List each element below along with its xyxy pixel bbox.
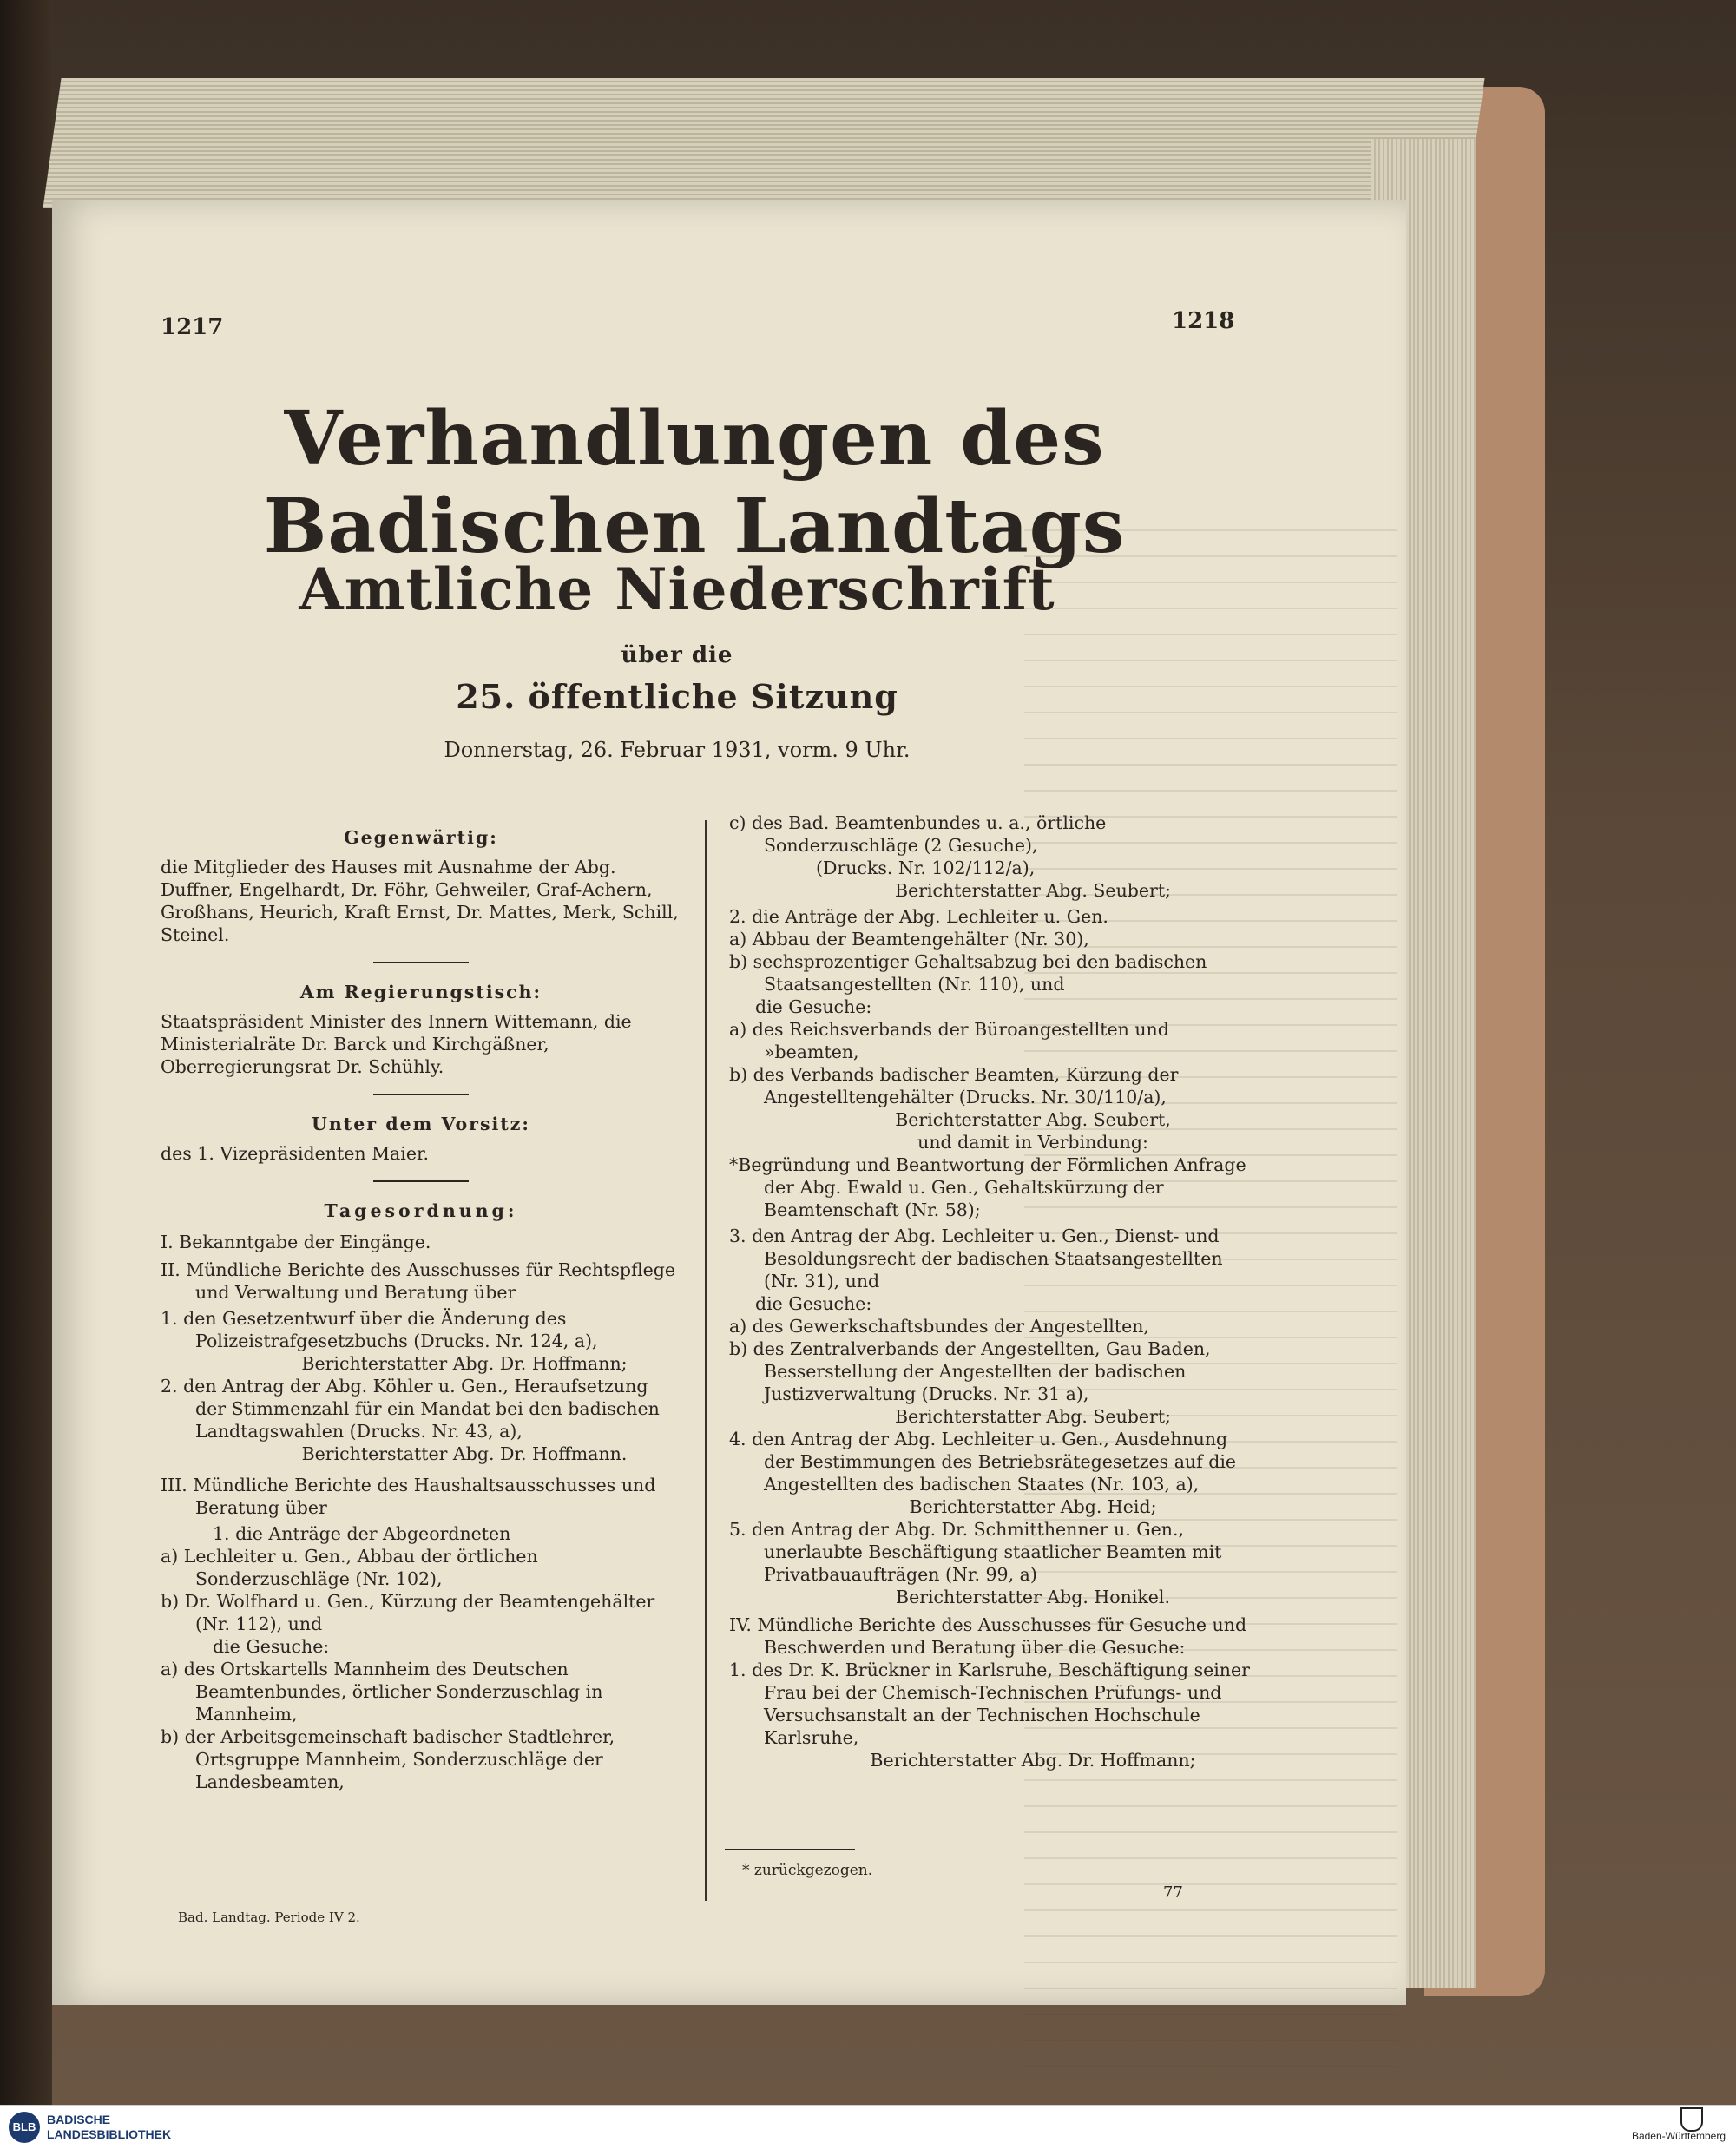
reporter-line: Berichterstatter Abg. Dr. Hoffmann; bbox=[301, 1353, 628, 1374]
column-separator bbox=[705, 820, 707, 1901]
chair-text: des 1. Vizepräsidenten Maier. bbox=[161, 1143, 430, 1164]
left-column bbox=[161, 826, 681, 1793]
agenda-item: 1. den Gesetzentwurf über die Änderung des Polizeistrafgesetzbuchs (Drucks. Nr. 124, a), bbox=[161, 1308, 598, 1351]
agenda-item: (Drucks. Nr. 102/112/a), bbox=[816, 858, 1036, 878]
viewer-footer bbox=[0, 2105, 1736, 2149]
printer-mark: Bad. Landtag. Periode IV 2. bbox=[178, 1909, 360, 1925]
page-number-left: 1217 bbox=[161, 314, 224, 340]
agenda-item: c) des Bad. Beamtenbundes u. a., örtliche Sonderzuschläge (2 Gesuche), bbox=[729, 812, 1107, 856]
agenda-item: 3. den Antrag der Abg. Lechleiter u. Gen., Dienst- und Besoldungsrecht der badischen Staatsangestellten (Nr. 31), und bbox=[729, 1226, 1223, 1291]
subtitle-connector: über die bbox=[621, 642, 733, 668]
agenda-item: *Begründung und Beantwortung der Förmlichen Anfrage der Abg. Ewald u. Gen., Gehaltskürzung der Beamtenschaft (Nr. 58); bbox=[729, 1154, 1246, 1220]
agenda-item: 2. die Anträge der Abg. Lechleiter u. Gen. bbox=[729, 906, 1108, 927]
agenda-item: a) des Gewerkschaftsbundes der Angestellten, bbox=[729, 1316, 1149, 1337]
session-date: Donnerstag, 26. Februar 1931, vorm. 9 Uhr. bbox=[444, 738, 911, 762]
agenda-item: b) der Arbeitsgemeinschaft badischer Stadtlehrer, Ortsgruppe Mannheim, Sonderzuschläge der Landesbeamten, bbox=[161, 1726, 615, 1792]
government-text: Staatspräsident Minister des Innern Wittemann, die Ministerialräte Dr. Barck und Kirchgäßner, Oberregierungsrat Dr. Schühly. bbox=[161, 1011, 632, 1077]
agenda-item: 1. des Dr. K. Brückner in Karlsruhe, Beschäftigung seiner Frau bei der Chemisch-Technischen Prüfungs- und Versuchsanstalt an der Technischen Hochschule Karlsruhe, bbox=[729, 1659, 1250, 1748]
library-name[interactable] bbox=[47, 2113, 171, 2142]
agenda-item: b) des Zentralverbands der Angestellten, Gau Baden, Besserstellung der Angestellten der badischen Justizverwaltung (Drucks. Nr. 31 a), bbox=[729, 1338, 1211, 1404]
page-title: Verhandlungen des Badischen Landtags bbox=[263, 395, 1126, 570]
agenda-item: a) Abbau der Beamtengehälter (Nr. 30), bbox=[729, 929, 1089, 950]
blb-logo-icon[interactable]: BLB bbox=[9, 2112, 40, 2143]
page-number-right: 1218 bbox=[1172, 308, 1235, 334]
library-name-line2: LANDESBIBLIOTHEK bbox=[47, 2127, 172, 2141]
agenda-item: b) sechsprozentiger Gehaltsabzug bei den badischen Staatsangestellten (Nr. 110), und bbox=[729, 951, 1207, 995]
agenda-item: a) des Ortskartells Mannheim des Deutschen Beamtenbundes, örtlicher Sonderzuschlag in Mannheim, bbox=[161, 1659, 603, 1725]
agenda-item: II. Mündliche Berichte des Ausschusses für Rechtspflege und Verwaltung und Beratung über bbox=[161, 1259, 676, 1303]
footnote: * zurückgezogen. bbox=[742, 1862, 873, 1879]
library-name-line1: BADISCHE bbox=[47, 2113, 111, 2126]
agenda-item: b) Dr. Wolfhard u. Gen., Kürzung der Beamtengehälter (Nr. 112), und bbox=[161, 1591, 655, 1634]
present-heading: Gegenwärtig: bbox=[344, 827, 498, 848]
agenda-item: a) des Reichsverbands der Büroangestellten und »beamten, bbox=[729, 1019, 1169, 1062]
agenda-item: 1. die Anträge der Abgeordneten bbox=[213, 1523, 511, 1544]
agenda-item: b) des Verbands badischer Beamten, Kürzung der Angestelltengehälter (Drucks. Nr. 30/110/a), bbox=[729, 1064, 1179, 1107]
footnote-rule bbox=[725, 1849, 855, 1850]
agenda-item: die Gesuche: bbox=[755, 1293, 872, 1314]
chair-heading: Unter dem Vorsitz: bbox=[312, 1114, 530, 1134]
reporter-line: Berichterstatter Abg. Seubert, bbox=[895, 1109, 1171, 1130]
reporter-line: Berichterstatter Abg. Dr. Hoffmann. bbox=[301, 1443, 628, 1464]
agenda-item: III. Mündliche Berichte des Haushaltsausschusses und Beratung über bbox=[161, 1475, 656, 1518]
state-crest-icon bbox=[1680, 2107, 1703, 2132]
page-edges-top bbox=[43, 78, 1484, 208]
present-text: die Mitglieder des Hauses mit Ausnahme der Abg. Duffner, Engelhardt, Dr. Föhr, Gehweiler, Graf-Achern, Großhans, Heurich, Kraft Ernst, Dr. Mattes, Merk, Schill, Steinel. bbox=[161, 857, 679, 945]
right-column bbox=[729, 812, 1250, 1771]
government-heading: Am Regierungstisch: bbox=[299, 982, 542, 1002]
reporter-line: Berichterstatter Abg. Dr. Hoffmann; bbox=[870, 1750, 1196, 1771]
agenda-item: die Gesuche: bbox=[213, 1636, 330, 1657]
agenda-item: a) Lechleiter u. Gen., Abbau der örtlichen Sonderzuschläge (Nr. 102), bbox=[161, 1546, 538, 1589]
document-subtitle: Amtliche Niederschrift bbox=[299, 555, 1055, 623]
reporter-line: Berichterstatter Abg. Seubert; bbox=[895, 880, 1171, 901]
agenda-item: die Gesuche: bbox=[755, 996, 872, 1017]
divider bbox=[373, 1180, 469, 1182]
agenda-item: und damit in Verbindung: bbox=[917, 1132, 1148, 1153]
agenda-item: 5. den Antrag der Abg. Dr. Schmitthenner u. Gen., unerlaubte Beschäftigung staatlicher Beamten mit Privatbauaufträgen (Nr. 99, a) bbox=[729, 1519, 1222, 1585]
state-label: Baden-Württemberg bbox=[1631, 2130, 1726, 2142]
session-title: 25. öffentliche Sitzung bbox=[456, 677, 898, 716]
agenda-item: I. Bekanntgabe der Eingänge. bbox=[161, 1232, 431, 1252]
reporter-line: Berichterstatter Abg. Honikel. bbox=[896, 1587, 1170, 1607]
agenda-heading: Tagesordnung: bbox=[324, 1200, 518, 1221]
signature-mark: 77 bbox=[1163, 1883, 1183, 1902]
reporter-line: Berichterstatter Abg. Heid; bbox=[909, 1496, 1157, 1517]
divider bbox=[373, 1094, 469, 1095]
agenda-item: 4. den Antrag der Abg. Lechleiter u. Gen., Ausdehnung der Bestimmungen des Betriebsrätegesetzes auf die Angestellten des badischen Staates (Nr. 103, a), bbox=[729, 1429, 1237, 1495]
reporter-line: Berichterstatter Abg. Seubert; bbox=[895, 1406, 1171, 1427]
book-spine bbox=[0, 0, 52, 2105]
agenda-item: IV. Mündliche Berichte des Ausschusses für Gesuche und Beschwerden und Beratung über die Gesuche: bbox=[729, 1614, 1247, 1658]
divider bbox=[373, 962, 469, 963]
agenda-item: 2. den Antrag der Abg. Köhler u. Gen., Heraufsetzung der Stimmenzahl für ein Mandat bei den badischen Landtagswahlen (Drucks. Nr. 43, a), bbox=[161, 1376, 660, 1442]
